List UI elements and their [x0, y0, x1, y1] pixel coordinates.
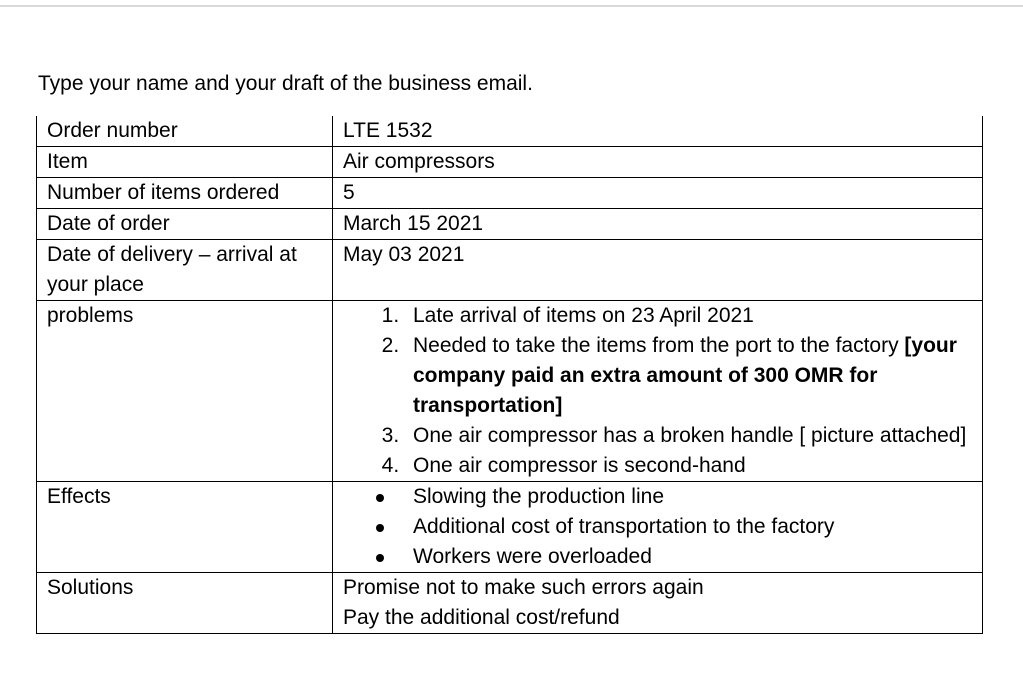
date-of-order-label: Date of order	[37, 209, 333, 240]
effect-item: Workers were overloaded	[405, 542, 976, 572]
effect-item: Additional cost of transportation to the factory	[405, 512, 976, 542]
order-details-table	[36, 116, 983, 634]
number-of-items-label: Number of items ordered	[37, 178, 333, 209]
problem-item	[405, 451, 976, 481]
date-of-delivery-value: May 03 2021	[333, 240, 983, 301]
effects-label: Effects	[37, 482, 333, 573]
problem-item	[405, 421, 976, 451]
instruction-text: Type your name and your draft of the business email.	[38, 72, 533, 95]
item-value: Air compressors	[333, 147, 983, 178]
problem-text: One air compressor is second-hand	[413, 454, 746, 477]
solution-line: Pay the additional cost/refund	[343, 606, 620, 629]
item-label: Item	[37, 147, 333, 178]
date-of-order-value: March 15 2021	[333, 209, 983, 240]
table-row	[37, 147, 983, 178]
problems-cell	[333, 301, 983, 482]
table-row	[37, 301, 983, 482]
problem-text: One air compressor has a broken handle [ picture attached]	[413, 424, 967, 447]
table-row	[37, 573, 983, 634]
effect-item: Slowing the production line	[405, 482, 976, 512]
effects-cell	[333, 482, 983, 573]
table-row	[37, 209, 983, 240]
table-row	[37, 482, 983, 573]
problem-item	[405, 331, 976, 421]
table-row	[37, 240, 983, 301]
solutions-cell	[333, 573, 983, 634]
effects-list	[343, 482, 976, 572]
order-number-value: LTE 1532	[333, 116, 983, 147]
problems-list	[343, 301, 976, 481]
number-of-items-value: 5	[333, 178, 983, 209]
problem-text: Late arrival of items on 23 April 2021	[413, 304, 754, 327]
top-divider	[0, 5, 1023, 7]
problem-bold-note: [your company paid an extra amount of 300 OMR for transportation]	[413, 334, 957, 417]
order-number-label: Order number	[37, 116, 333, 147]
solutions-label: Solutions	[37, 573, 333, 634]
solution-line: Promise not to make such errors again	[343, 576, 704, 599]
problem-item	[405, 301, 976, 331]
problem-text: Needed to take the items from the port to the factory	[413, 334, 905, 357]
problems-label: problems	[37, 301, 333, 482]
date-of-delivery-label: Date of delivery – arrival at your place	[37, 240, 333, 301]
table-row	[37, 116, 983, 147]
table-row	[37, 178, 983, 209]
